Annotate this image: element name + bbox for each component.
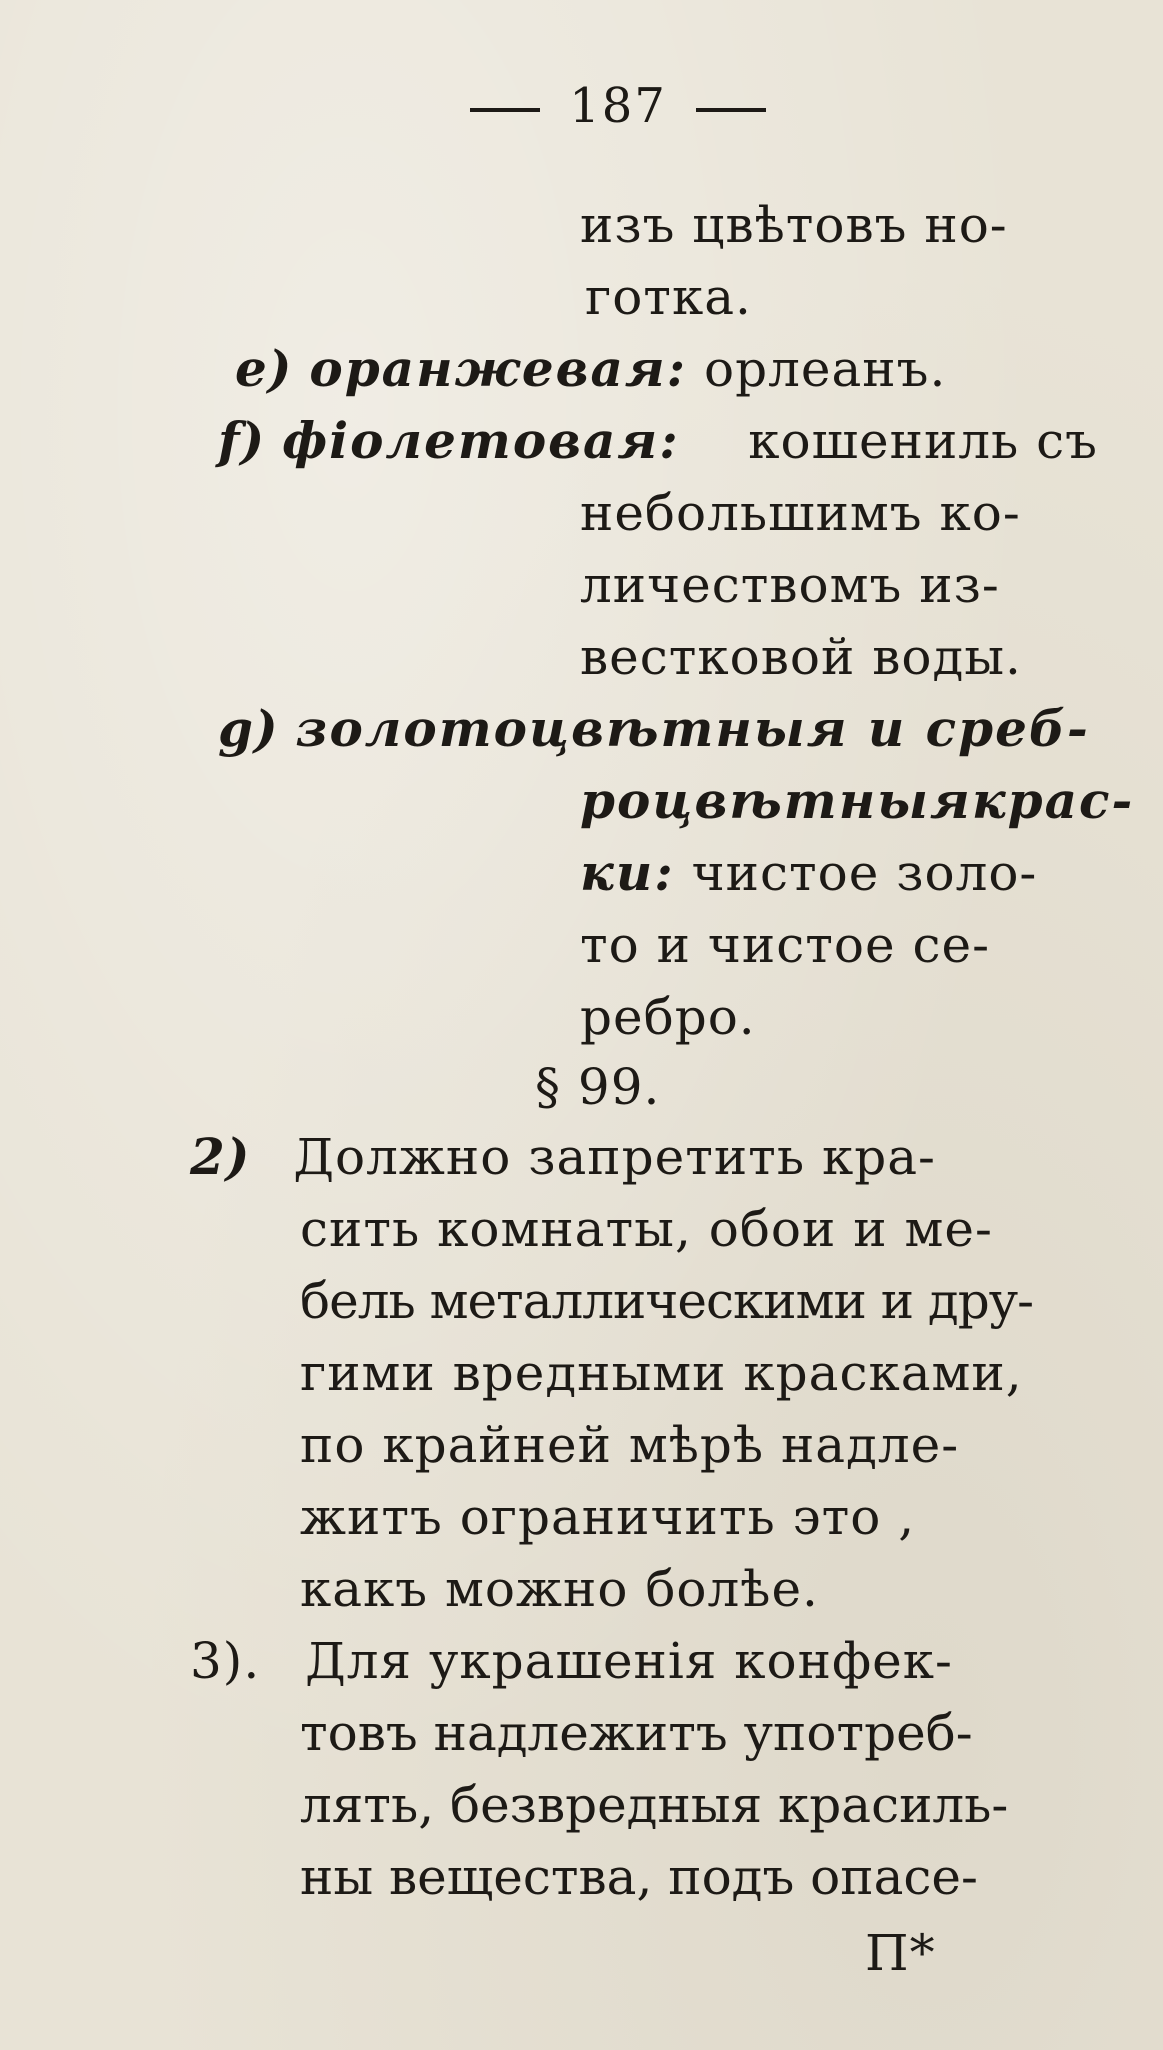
text-line: изъ цвѣтовъ но-: [580, 196, 1008, 254]
signature-mark: П*: [865, 1924, 936, 1982]
item-marker: f): [218, 411, 266, 470]
text-line: [580, 843, 1038, 902]
text-line: вестковой воды.: [580, 628, 1022, 686]
item-marker: e): [235, 339, 293, 398]
text-line: личествомъ из-: [580, 556, 1000, 614]
color-term: золотоцвѣтныя и среб-: [295, 699, 1090, 758]
item-marker: 2): [190, 1127, 251, 1186]
color-term: ки:: [580, 843, 675, 902]
text-line: то и чистое се-: [580, 916, 990, 974]
list-item-g: [218, 699, 1090, 758]
paragraph-2-line: какъ можно болѣе.: [300, 1560, 819, 1618]
paragraph-2-line: бель металлическими и дру-: [300, 1272, 1034, 1330]
text-run: чистое золо-: [691, 844, 1038, 902]
paragraph-3-line: лять, безвредныя красиль-: [300, 1776, 1009, 1834]
list-item-e: [235, 339, 947, 398]
paragraph-2-line: по крайней мѣрѣ надле-: [300, 1416, 960, 1474]
item-marker: g): [218, 699, 279, 758]
paragraph-3-line: [190, 1632, 953, 1690]
color-term: фіолетовая:: [282, 411, 680, 470]
list-item-f: [218, 411, 1098, 470]
text-line: ребро.: [580, 988, 756, 1046]
item-marker: 3).: [190, 1632, 261, 1690]
text-line: небольшимъ ко-: [580, 484, 1021, 542]
page-header: [470, 78, 766, 134]
text-run: орлеанъ.: [704, 340, 947, 398]
section-heading: § 99.: [535, 1058, 661, 1116]
paragraph-2-line: гими вредными красками,: [300, 1344, 1023, 1402]
paragraph-2-line: житъ ограничить это ,: [300, 1488, 916, 1546]
text-line: роцвѣтныякрас-: [580, 771, 1135, 830]
paragraph-2-line: сить комнаты, обои и ме-: [300, 1200, 993, 1258]
paragraph-3-line: товъ надлежитъ употреб-: [300, 1704, 973, 1762]
paragraph-2-line: [190, 1127, 936, 1186]
left-dash: [470, 108, 540, 112]
page-number: 187: [569, 78, 667, 134]
text-run: кошениль съ: [748, 412, 1098, 470]
paragraph-3-line: ны вещества, подъ опасе-: [300, 1848, 978, 1906]
text-line: готка.: [585, 268, 752, 326]
text-run: Для украшенія конфек-: [305, 1632, 953, 1690]
text-run: Должно запретить кра-: [293, 1128, 936, 1186]
color-term: оранжевая:: [309, 339, 688, 398]
right-dash: [696, 108, 766, 112]
